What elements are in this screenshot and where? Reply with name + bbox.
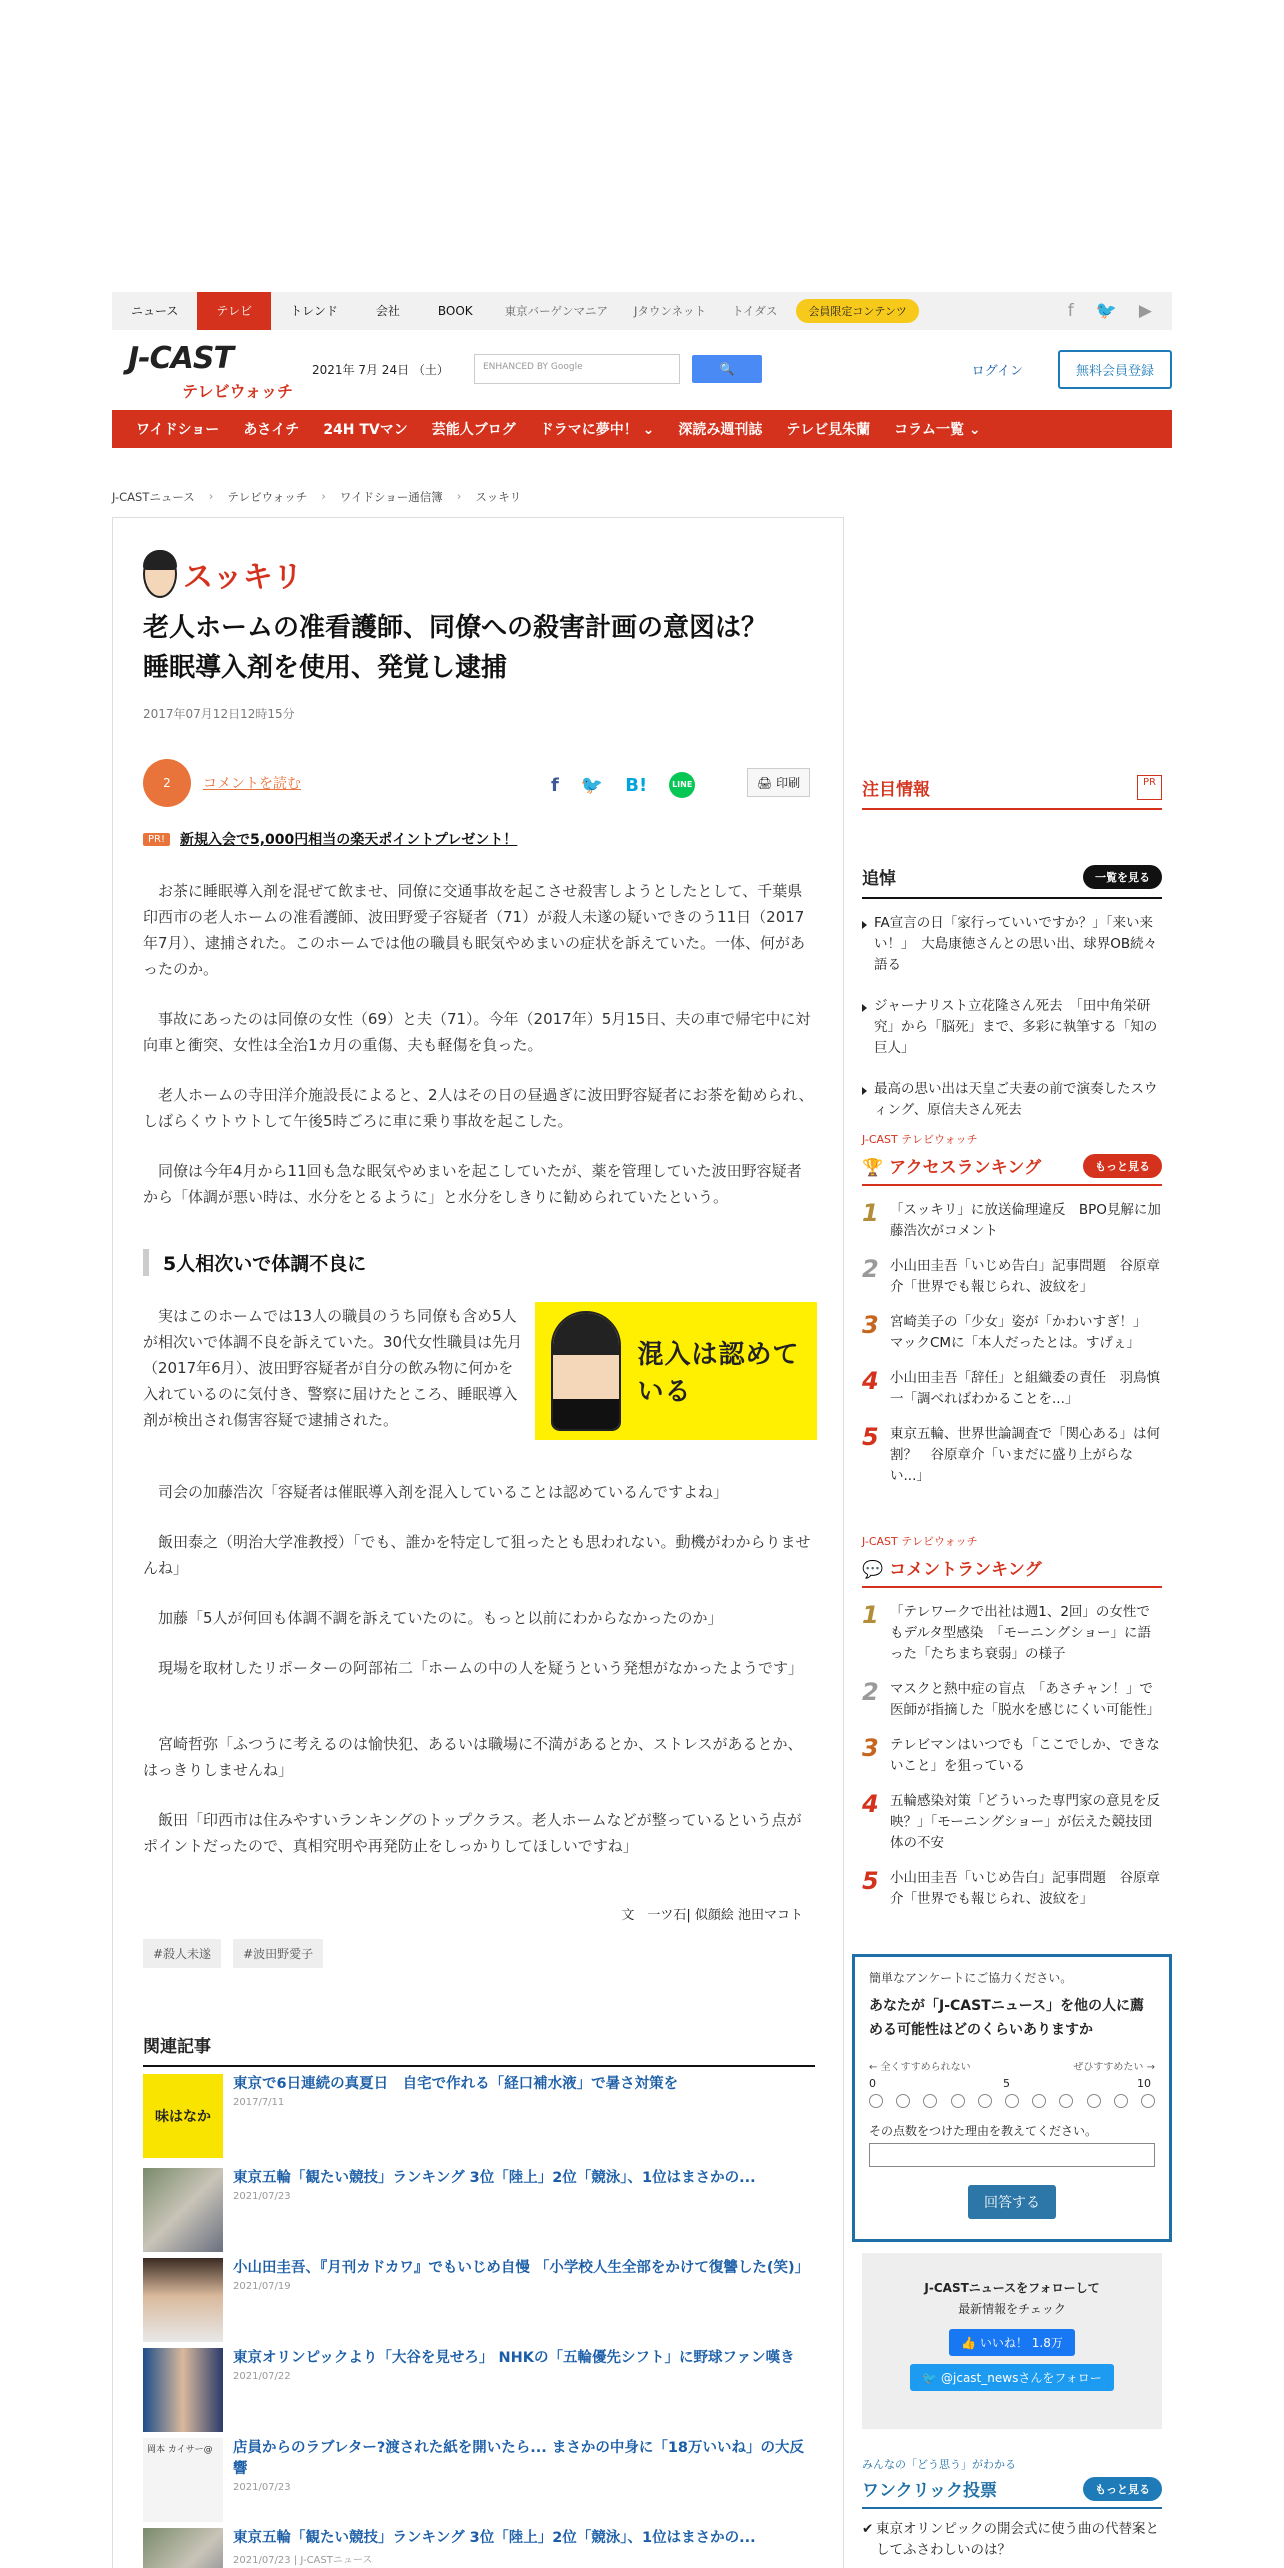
article-paragraph: 司会の加藤浩次「容疑者は催眠導入剤を混入していることは認めているんですよね」 <box>158 1483 729 1501</box>
pr-link[interactable]: PR! 新規入会で5,000円相当の楽天ポイントプレゼント！ <box>143 829 517 849</box>
related-item[interactable]: 東京五輪「観たい競技」ランキング 3位「陸上」2位「競泳」、1位はまさかの... 2021/07/23 <box>143 2168 815 2252</box>
youtube-icon[interactable]: ▶ <box>1138 301 1152 321</box>
member-content-badge[interactable]: 会員限定コンテンツ <box>796 299 918 323</box>
site-label: J-CAST テレビウォッチ <box>862 1535 978 1548</box>
search-button[interactable] <box>692 355 762 383</box>
hatena-share-icon[interactable]: B! <box>625 774 648 796</box>
memorial-item[interactable]: ジャーナリスト立花隆さん死去 「田中角栄研究」から「脳死」まで、多彩に執筆する「知の巨人」 <box>862 996 1162 1059</box>
survey-radio[interactable] <box>896 2094 910 2108</box>
related-item[interactable]: 岡本 カイサー@ 店員からのラブレター?渡された紙を開いたら... まさかの中身に「18万いいね」の大反響 2021/07/23 <box>143 2438 815 2522</box>
survey-radio[interactable] <box>923 2094 937 2108</box>
poll-label: みんなの「どう思う」がわかる <box>862 2458 1016 2471</box>
survey-question: あなたが「J-CASTニュース」を他の人に薦める可能性はどのくらいありますか <box>869 1998 1145 2038</box>
related-thumb <box>143 2168 223 2252</box>
poll-question[interactable]: ✔ 東京オリンピックの開会式に使う曲の代替案としてふさわしいのは？ <box>862 2521 1159 2558</box>
top-nav <box>112 292 1172 330</box>
section-heading: 5人相次いで体調不良に <box>143 1249 366 1276</box>
ranking-item[interactable]: 3 宮崎美子の「少女」姿が「かわいすぎ！」 マックCMに「本人だったとは。すげぇ」 <box>862 1311 1154 1351</box>
search-icon: 🔍 <box>719 362 735 376</box>
attention-heading: 注目情報 <box>862 780 930 800</box>
tag-link[interactable]: #波田野愛子 <box>233 1939 323 1968</box>
nav-item-mishuran[interactable]: テレビ見朱蘭 <box>786 422 871 438</box>
pr-badge: PR! <box>143 833 170 846</box>
article-paragraph: 事故にあったのは同僚の女性（69）と夫（71）。今年（2017年）5月15日、夫の車で帰宅中に対向車と衝突、女性は全治1カ月の重傷、夫も軽傷を負った。 <box>143 1010 811 1054</box>
nav-item-24h[interactable]: 24H TVマン <box>323 422 408 438</box>
survey-radio[interactable] <box>1141 2094 1155 2108</box>
article-paragraph: 老人ホームの寺田洋介施設長によると、2人はその日の昼過ぎに波田野容疑者にお茶を勧められ、しばらくウトウトして午後5時ごろに車に乗り事故を起こした。 <box>143 1086 814 1130</box>
topnav-item-toidas[interactable]: トイダス <box>732 304 778 318</box>
tag-link[interactable]: #殺人未遂 <box>143 1939 221 1968</box>
line-share-icon[interactable]: LINE <box>669 772 695 798</box>
follow-box <box>862 2253 1162 2429</box>
facebook-icon[interactable]: f <box>1067 301 1074 321</box>
related-item[interactable]: 味はなか 東京で6日連続の真夏日 自宅で作れる「経口補水液」で暑さ対策を 2017/7/11 <box>143 2074 815 2158</box>
comment-ranking <box>862 1533 1162 1924</box>
article-paragraph: 飯田泰之（明治大学准教授）「でも、誰かを特定して狙ったとも思われない。動機がわからりませんね」 <box>143 1533 811 1577</box>
breadcrumb-item[interactable]: ワイドショー通信簿 <box>339 490 443 504</box>
article-paragraph: 加藤「5人が何回も体調不調を訴えていたのに。もっと以前にわからなかったのか」 <box>158 1609 723 1627</box>
breadcrumb-item[interactable]: スッキリ <box>475 490 522 504</box>
register-button[interactable]: 無料会員登録 <box>1058 350 1172 389</box>
nav-item-asaichi[interactable]: あさイチ <box>243 422 300 438</box>
related-item[interactable]: 東京オリンピックより「大谷を見せろ」 NHKの「五輪優先シフト」に野球ファン嘆き 2021/07/22 <box>143 2348 815 2432</box>
check-icon: ✔ <box>862 2521 874 2537</box>
nav-item-blog[interactable]: 芸能人ブログ <box>431 422 516 438</box>
caricature-icon <box>143 550 177 598</box>
poll-heading: ワンクリック投票 <box>862 2481 997 2501</box>
follow-line2: 最新情報をチェック <box>958 2302 1066 2316</box>
related-thumb <box>143 2528 223 2568</box>
survey-scale <box>869 2094 1155 2108</box>
article-date: 2017年07月12日12時15分 <box>143 707 295 721</box>
comment-icon: 💬 <box>862 1560 884 1580</box>
survey-radio[interactable] <box>951 2094 965 2108</box>
memorial-more-button[interactable]: 一覧を見る <box>1083 865 1162 889</box>
facebook-share-icon[interactable]: f <box>551 774 559 796</box>
twitter-icon[interactable]: 🐦 <box>1095 301 1117 321</box>
related-item[interactable]: 小山田圭吾、『月刊カドカワ』でもいじめ自慢 「小学校人生全部をかけて復讐した(笑)」 2021/07/19 <box>143 2258 815 2342</box>
survey-radio[interactable] <box>1087 2094 1101 2108</box>
nav-item-wideshow[interactable]: ワイドショー <box>136 422 220 438</box>
breadcrumb-item[interactable]: J-CASTニュース <box>112 490 195 504</box>
survey-radio[interactable] <box>1005 2094 1019 2108</box>
trophy-icon: 🏆 <box>862 1158 884 1178</box>
memorial-heading: 追悼 <box>862 869 896 889</box>
survey-submit-button[interactable]: 回答する <box>968 2185 1056 2219</box>
ranking-item[interactable]: 1 「テレワークで出社は週1、2回」の女性でもデルタ型感染 「モーニングショー」に語った「たちまち衰弱」の様子 <box>862 1601 1151 1662</box>
topnav-item-trend[interactable]: トレンド <box>290 304 338 318</box>
ranking-item[interactable]: 5 東京五輪、世界世論調査で「関心ある」は何割？ 谷原章介「いまだに盛り上がらない...」 <box>862 1423 1160 1484</box>
follow-line1: J-CASTニュースをフォローして <box>924 2281 1100 2295</box>
breadcrumb-item[interactable]: テレビウォッチ <box>227 490 308 504</box>
nav-item-drama[interactable]: ドラマに夢中！ ⌄ <box>539 422 655 438</box>
related-thumb: 岡本 カイサー@ <box>143 2438 223 2522</box>
related-thumb <box>143 2348 223 2432</box>
ranking-item[interactable]: 4 五輪感染対策「どういった専門家の意見を反映？」「モーニングショー」が伝えた競技団体の不安 <box>862 1790 1160 1851</box>
article-author: 文 一ツ石| 似顔絵 池田マコト <box>621 1908 803 1923</box>
survey-radio[interactable] <box>978 2094 992 2108</box>
survey-radio[interactable] <box>1114 2094 1128 2108</box>
ranking-item[interactable]: 1 「スッキリ」に放送倫理違反 BPO見解に加藤浩次がコメント <box>862 1199 1161 1239</box>
print-icon: 🖨 <box>757 776 773 790</box>
survey-box: 簡単なアンケートにご協力ください。 あなたが「J-CASTニュース」を他の人に薦める可能性はどのくらいありますか ← 全くすすめられない ぜひすすめたい → 0 5 10 その点数をつけた理由を教えてください。 回答する <box>852 1954 1172 2242</box>
nav-item-column[interactable]: コラム一覧 ⌄ <box>894 422 981 438</box>
attention-section <box>862 775 1162 810</box>
program-logo[interactable]: スッキリ <box>143 550 303 598</box>
twitter-follow-button[interactable]: 🐦 @jcast_newsさんをフォロー <box>910 2364 1113 2391</box>
topnav-item-bargain[interactable]: 東京バーゲンマニア <box>504 304 608 318</box>
facebook-like-button[interactable]: 👍 いいね！ 1.8万 <box>949 2329 1075 2356</box>
related-thumb <box>143 2258 223 2342</box>
article-paragraph: 現場を取材したリポーターの阿部祐二「ホームの中の人を疑うという発想がなかったようです」 <box>158 1659 804 1677</box>
article-paragraph: 同僚は今年4月から11回も急な眠気やめまいを起こしていたが、薬を管理していた波田野容疑者から「体調が悪い時は、水分をとるように」と水分をしきりに勧められていたという。 <box>143 1162 802 1206</box>
survey-reason-input[interactable] <box>869 2143 1155 2167</box>
login-link[interactable]: ログイン <box>971 363 1023 379</box>
access-more-button[interactable]: もっと見る <box>1083 1154 1162 1178</box>
nav-item-weekly[interactable]: 深読み週刊誌 <box>678 422 763 438</box>
topnav-item-tv[interactable]: テレビ <box>197 292 271 330</box>
oneclick-poll <box>862 2456 1162 2561</box>
site-logo[interactable]: J-CAST テレビウォッチ <box>128 341 294 401</box>
memorial-section <box>862 864 1162 1141</box>
access-ranking-heading: 🏆 アクセスランキング <box>862 1158 1042 1178</box>
article-title: 老人ホームの准看護師、同僚への殺害計画の意図は？ 睡眠導入剤を使用、発覚し逮捕 <box>143 613 794 683</box>
print-button[interactable]: 🖨 印刷 <box>747 768 810 797</box>
related-heading: 関連記事 <box>143 2032 815 2067</box>
ranking-item[interactable]: 2 小山田圭吾「いじめ告白」記事問題 谷原章介「世界でも報じられ、波紋を」 <box>862 1255 1160 1295</box>
poll-more-button[interactable]: もっと見る <box>1083 2477 1162 2501</box>
caricature-image <box>551 1311 621 1431</box>
breadcrumb: J-CASTニュース › テレビウォッチ › ワイドショー通信簿 › スッキリ <box>112 489 522 504</box>
share-buttons <box>551 772 695 798</box>
related-item[interactable]: 東京五輪「観たい競技」ランキング 3位「陸上」2位「競泳」、1位はまさかの... 2021/07/23 | J-CASTニュース <box>143 2528 815 2568</box>
topnav-item-company[interactable]: 会社 <box>375 304 400 318</box>
search-input[interactable]: ENHANCED BY Google <box>474 354 680 384</box>
current-date: 2021年 7月 24日 （土） <box>312 362 449 377</box>
survey-reason-label: その点数をつけた理由を教えてください。 <box>869 2124 1098 2138</box>
related-thumb: 味はなか <box>143 2074 223 2158</box>
article-paragraph: 飯田「印西市は住みやすいランキングのトップクラス。老人ホームなどが整っているという点がポイントだったので、真相究明や再発防止をしっかりしてほしいですね」 <box>143 1811 802 1855</box>
survey-intro: 簡単なアンケートにご協力ください。 <box>869 1971 1073 1985</box>
memorial-item[interactable]: FA宣言の日「家行っていいですか？」「来い来い！」 大島康徳さんとの思い出、球界OB続々語る <box>862 913 1162 976</box>
survey-radio[interactable] <box>1032 2094 1046 2108</box>
article <box>112 517 844 2568</box>
pr-badge: PR <box>1137 775 1162 800</box>
access-ranking <box>862 1131 1162 1501</box>
survey-radio[interactable] <box>869 2094 883 2108</box>
article-paragraph: 宮崎哲弥「ふつうに考えるのは愉快犯、あるいは職場に不満があるとか、ストレスがあるとか、はっきりしませんね」 <box>143 1735 803 1779</box>
ranking-item[interactable]: 2 マスクと熱中症の盲点 「あさチャン！」で医師が指摘した「脱水を感じにくい可能性」 <box>862 1678 1160 1718</box>
article-illustration: 混入は認めている <box>535 1302 817 1440</box>
comment-ranking-heading: 💬 コメントランキング <box>862 1560 1042 1580</box>
comment-count-badge: 2 <box>143 759 191 807</box>
topnav-item-jtown[interactable]: Jタウンネット <box>633 304 706 318</box>
survey-radio[interactable] <box>1059 2094 1073 2108</box>
ranking-item[interactable]: 5 小山田圭吾「いじめ告白」記事問題 谷原章介「世界でも報じられ、波紋を」 <box>862 1867 1160 1907</box>
article-paragraph: 実はこのホームでは13人の職員のうち同僚も含め5人が相次いで体調不良を訴えていた。30代女性職員は先月（2017年6月）、波田野容疑者が自分の飲み物に何かを入れているのに気付き、警察に届けたところ、睡眠導入剤が検出され傷害容疑で逮捕された。 <box>143 1307 523 1429</box>
topnav-item-news[interactable]: ニュース <box>131 304 179 318</box>
site-label: J-CAST テレビウォッチ <box>862 1133 978 1146</box>
article-paragraph: お茶に睡眠導入剤を混ぜて飲ませ、同僚に交通事故を起こさせ殺害しようとしたとして、千葉県印西市の老人ホームの准看護師、波田野愛子容疑者（71）が殺人未遂の疑いできのう11日（2017年7月）、逮捕された。このホームでは他の職員も眠気やめまいの症状を訴えていた。一体、何があったのか。 <box>143 882 806 978</box>
memorial-item[interactable]: 最高の思い出は天皇ご夫妻の前で演奏したスウィング、原信夫さん死去 <box>862 1079 1162 1121</box>
ranking-item[interactable]: 4 小山田圭吾「辞任」と組織委の責任 羽鳥慎一「調べればわかることを...」 <box>862 1367 1160 1407</box>
topnav-item-book[interactable]: BOOK <box>437 304 473 318</box>
ranking-item[interactable]: 3 テレビマンはいつでも「ここでしか、できないこと」を狙っている <box>862 1734 1160 1774</box>
site-header <box>112 330 1172 408</box>
tag-list <box>143 1939 323 1968</box>
category-nav <box>112 410 1172 448</box>
comment-link[interactable]: 2 コメントを読む <box>143 759 301 807</box>
twitter-share-icon[interactable]: 🐦 <box>580 774 604 796</box>
